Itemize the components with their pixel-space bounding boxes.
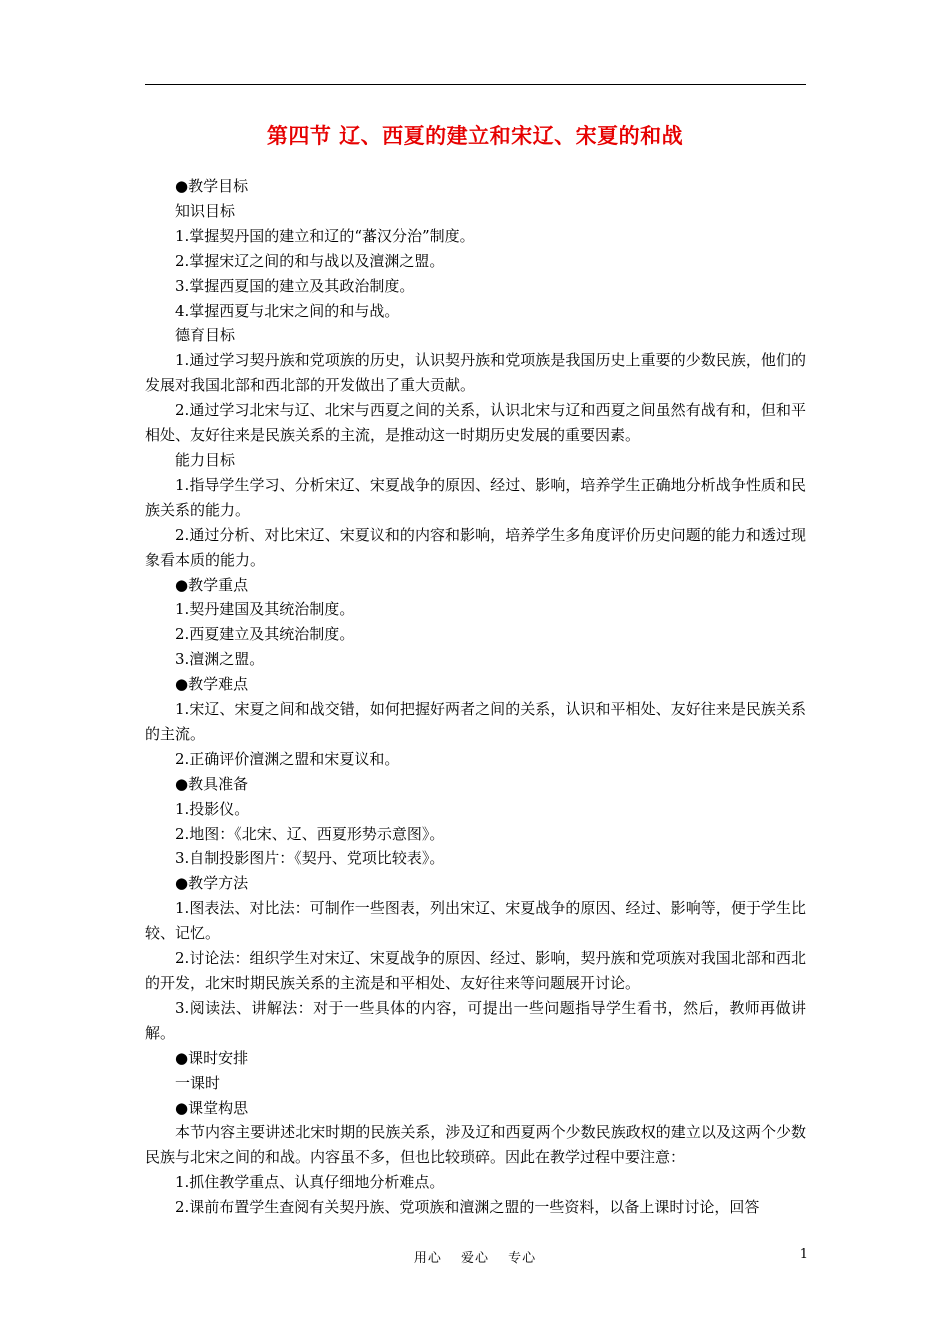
paragraph: ●教学重点 xyxy=(175,575,249,594)
paragraph: 一课时 xyxy=(175,1073,221,1092)
paragraph: 2.课前布置学生查阅有关契丹族、党项族和澶渊之盟的一些资料，以备上课时讨论，回答 xyxy=(175,1198,760,1217)
paragraph: 2.西夏建立及其统治制度。 xyxy=(175,625,355,644)
paragraph: 2.通过学习北宋与辽、北宋与西夏之间的关系，认识北宋与辽和西夏之间虽然有战有和，但和平相处、友好往来是民族关系的主流，是推动这一时期历史发展的重要因素。 xyxy=(145,401,806,445)
paragraph: 1.抓住教学重点、认真仔细地分析难点。 xyxy=(175,1173,445,1192)
header-rule xyxy=(145,84,806,85)
paragraph: 德育目标 xyxy=(175,326,236,345)
paragraph: ●教学目标 xyxy=(175,177,249,195)
paragraph: ●课堂构思 xyxy=(175,1098,249,1117)
page-title: 第四节 辽、西夏的建立和宋辽、宋夏的和战 xyxy=(266,124,684,148)
paragraph: 1.图表法、对比法：可制作一些图表，列出宋辽、宋夏战争的原因、经过、影响等，便于学生比较、记忆。 xyxy=(145,899,806,943)
footer-text-item: 专心 xyxy=(508,1251,537,1266)
paragraph: 2.掌握宋辽之间的和与战以及澶渊之盟。 xyxy=(175,251,445,270)
paragraph: ●课时安排 xyxy=(175,1048,249,1067)
paragraph: 能力目标 xyxy=(175,450,236,469)
paragraph: 知识目标 xyxy=(175,201,236,220)
paragraph: ●教具准备 xyxy=(175,774,249,793)
paragraph: 3.阅读法、讲解法：对于一些具体的内容，可提出一些问题指导学生看书，然后，教师再做讲解。 xyxy=(145,998,806,1042)
paragraph: 1.宋辽、宋夏之间和战交错，如何把握好两者之间的关系，认识和平相处、友好往来是民族关系的主流。 xyxy=(145,700,806,743)
paragraph: 1.投影仪。 xyxy=(175,799,250,818)
page-number: 1 xyxy=(799,1247,808,1262)
paragraph: ●教学难点 xyxy=(175,675,249,694)
footer-text-item: 爱心 xyxy=(460,1251,489,1266)
paragraph: 2.正确评价澶渊之盟和宋夏议和。 xyxy=(175,749,400,768)
paragraph: 3.自制投影图片：《契丹、党项比较表》。 xyxy=(175,849,445,868)
paragraph: 本节内容主要讲述北宋时期的民族关系，涉及辽和西夏两个少数民族政权的建立以及这两个少数民族与北宋之间的和战。内容虽不多，但也比较琐碎。因此在教学过程中要注意： xyxy=(145,1123,806,1167)
paragraph: 2.通过分析、对比宋辽、宋夏议和的内容和影响，培养学生多角度评价历史问题的能力和透过现象看本质的能力。 xyxy=(145,525,806,569)
footer-text-item: 用心 xyxy=(413,1251,442,1266)
paragraph: 3.掌握西夏国的建立及其政治制度。 xyxy=(175,276,415,295)
paragraph: 1.指导学生学习、分析宋辽、宋夏战争的原因、经过、影响，培养学生正确地分析战争性质和民族关系的能力。 xyxy=(145,475,806,519)
paragraph: 3.澶渊之盟。 xyxy=(175,650,265,669)
paragraph: 2.讨论法：组织学生对宋辽、宋夏战争的原因、经过、影响，契丹族和党项族对我国北部和西北的开发，北宋时期民族关系的主流是和平相处、友好往来等问题展开讨论。 xyxy=(145,949,806,992)
paragraph: 1.通过学习契丹族和党项族的历史，认识契丹族和党项族是我国历史上重要的少数民族，他们的发展对我国北部和西北部的开发做出了重大贡献。 xyxy=(145,351,806,395)
document-body xyxy=(145,174,806,1220)
paragraph: ●教学方法 xyxy=(175,874,249,893)
paragraph: 2.地图：《北宋、辽、西夏形势示意图》。 xyxy=(175,824,445,843)
paragraph: 1.掌握契丹国的建立和辽的“蕃汉分治”制度。 xyxy=(175,226,475,245)
paragraph: 1.契丹建国及其统治制度。 xyxy=(175,600,355,619)
paragraph: 4.掌握西夏与北宋之间的和与战。 xyxy=(175,301,400,320)
